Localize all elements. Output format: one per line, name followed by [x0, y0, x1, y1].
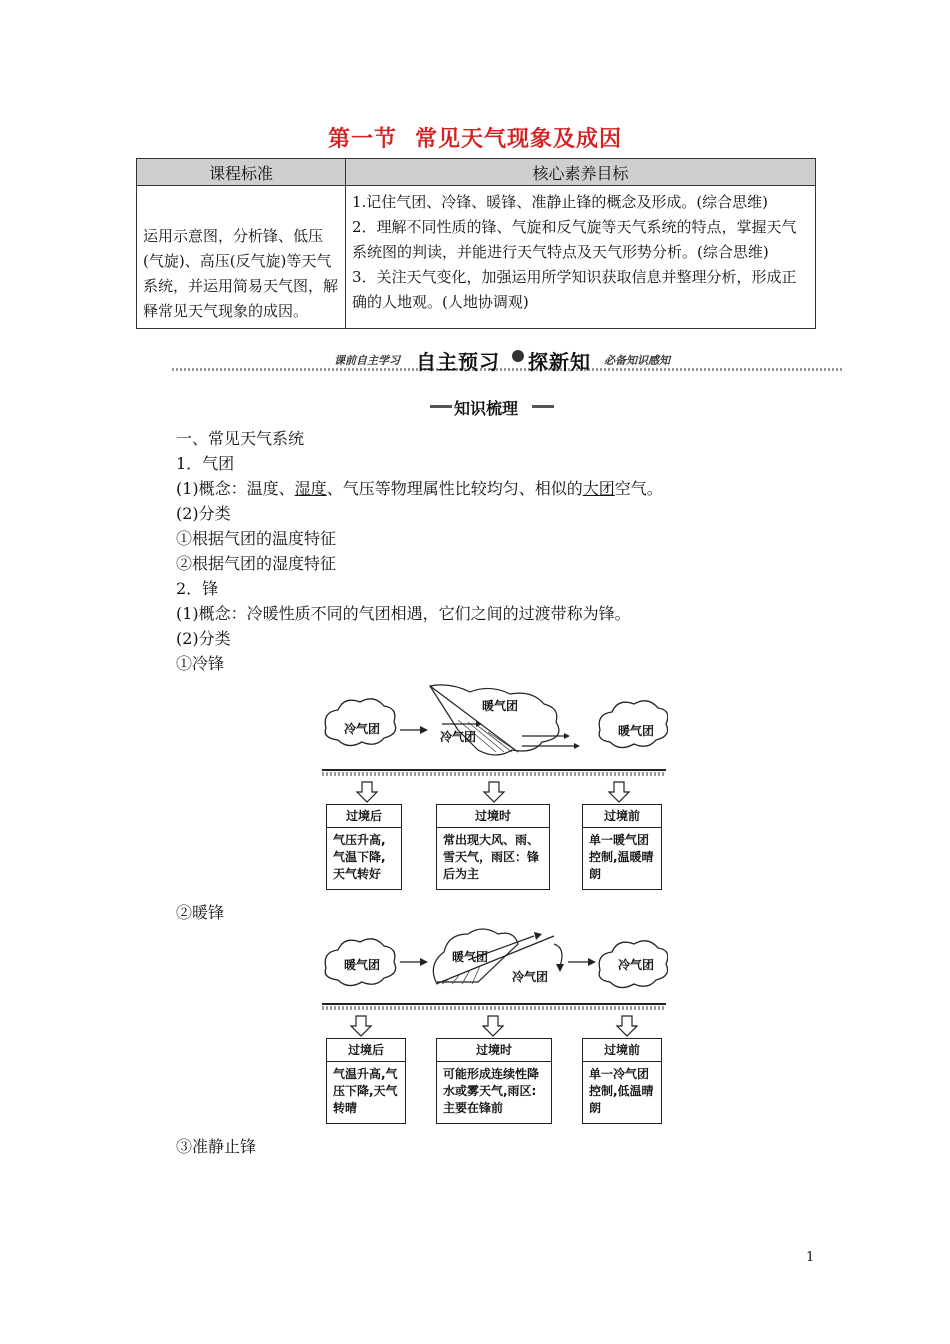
front-concept: (1)概念：冷暖性质不同的气团相遇，它们之间的过渡带称为锋。 — [176, 604, 631, 623]
warm-after-box: 过境后 气温升高,气压下降,天气转晴 — [326, 1038, 406, 1124]
goal-1: 1.记住气团、冷锋、暖锋、准静止锋的概念及形成。(综合思维) — [352, 193, 769, 211]
banner-center: 自主预习 — [416, 350, 500, 374]
air-mass-concept: (1)概念：温度、湿度、气压等物理属性比较均匀、相似的大团空气。 — [176, 479, 663, 498]
banner-arrow-icon — [512, 350, 524, 362]
banner-left-small: 课前自主学习 — [334, 354, 400, 367]
goal-3: 3．关注天气变化，加强运用所学知识获取信息并整理分析，形成正确的人地观。(人地协调观) — [352, 268, 797, 311]
warm-during-box: 过境时 可能形成连续性降水或雾天气,雨区:主要在锋前 — [436, 1038, 552, 1124]
banner-right-big: 探新知 — [528, 350, 591, 374]
cold-front-left-cloud: 冷气团 — [343, 722, 380, 736]
warm-front-right-cloud: 冷气团 — [617, 958, 654, 972]
warm-front-left-cloud: 暖气团 — [343, 958, 380, 972]
section-label: 知识梳理 — [430, 396, 554, 418]
title-section: 第一节 — [327, 126, 397, 152]
by-humidity: ②根据气团的湿度特征 — [176, 554, 337, 573]
page-title — [0, 122, 950, 153]
section-banner — [172, 346, 844, 372]
banner-right-small: 必备知识感知 — [604, 354, 670, 367]
warm-front-diagram — [318, 926, 668, 1126]
course-standard-text: 运用示意图，分析锋、低压(气旋)、高压(反气旋)等天气系统，并运用简易天气图，解释常见天气现象的成因。 — [137, 186, 346, 329]
title-topic: 常见天气现象及成因 — [415, 126, 623, 152]
heading-front: 2．锋 — [176, 579, 219, 598]
heading-air-mass: 1．气团 — [176, 454, 235, 473]
cold-during-box: 过境时 常出现大风、雨、雪天气，雨区：锋后为主 — [436, 804, 550, 890]
warm-before-box: 过境前 单一冷气团控制,低温晴朗 — [582, 1038, 662, 1124]
col1-header: 课程标准 — [137, 159, 346, 186]
by-temperature: ①根据气团的温度特征 — [176, 529, 337, 548]
warm-front-heading: ②暖锋 — [176, 903, 225, 922]
cold-front-cold-label: 冷气团 — [440, 730, 477, 744]
cold-front-diagram — [318, 680, 668, 892]
cold-front-warm-label: 暖气团 — [482, 699, 519, 713]
standards-table — [136, 158, 816, 329]
page-number: 1 — [806, 1250, 815, 1265]
cold-before-box: 过境前 单一暖气团控制,温暖晴朗 — [582, 804, 662, 890]
air-mass-classification: (2)分类 — [176, 504, 231, 523]
front-classification: (2)分类 — [176, 629, 231, 648]
warm-front-warm-label: 暖气团 — [452, 950, 489, 964]
heading-weather-systems: 一、常见天气系统 — [176, 429, 305, 448]
goal-2: 2．理解不同性质的锋、气旋和反气旋等天气系统的特点，掌握天气系统图的判读，并能进行天气特点及天气形势分析。(综合思维) — [352, 218, 797, 261]
goals-cell — [346, 186, 816, 329]
stationary-front-heading: ③准静止锋 — [176, 1137, 257, 1156]
cold-after-box: 过境后 气压升高,气温下降,天气转好 — [326, 804, 402, 890]
cold-front-right-cloud: 暖气团 — [617, 724, 654, 738]
warm-front-cold-label: 冷气团 — [512, 970, 549, 984]
cold-front-heading: ①冷锋 — [176, 654, 225, 673]
col2-header: 核心素养目标 — [346, 159, 816, 186]
